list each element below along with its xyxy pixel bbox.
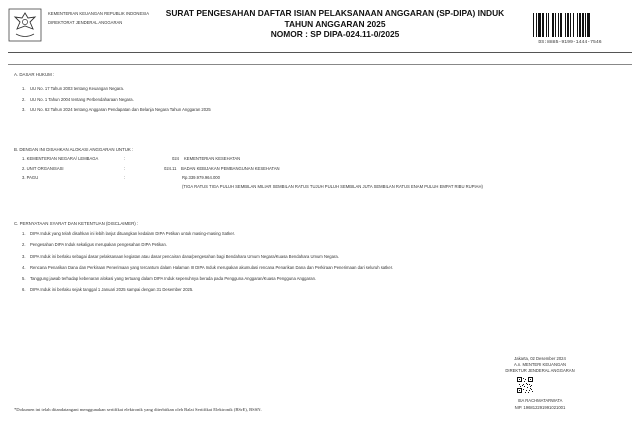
allocation-value: KEMENTERIAN KESEHATAN <box>184 156 241 161</box>
section-b-heading: B. DENGAN INI DISAHKAN ALOKASI ANGGARAN UNTUK : <box>14 147 134 152</box>
allocation-code: 024 <box>172 156 179 161</box>
header-divider-thin <box>8 64 632 65</box>
list-item: 1. UU No. 17 Tahun 2003 tentang Keuangan Negara. <box>22 86 124 91</box>
allocation-label: 1. KEMENTERIAN NEGARA/ LEMBAGA <box>22 156 99 161</box>
allocation-colon: : <box>124 166 126 171</box>
pagu-in-words: (TIGA RATUS TIGA PULUH SEMBILAN MILIAR SEMBILAN RATUS TUJUH PULUH SEMBILAN JUTA SEMBILAN RATUS ENAM PULUH EMPAT RIBU RUPIAH) <box>182 184 483 189</box>
list-item: 4. Rencana Penarikan Dana dan Perkiraan Penerimaan yang tercantum dalam Halaman III DIPA Induk merupakan akumulasi rencana Penarikan Dana dan Perkiraan Penerimaan dari seluruh satker. <box>22 265 394 270</box>
list-item: 1. DIPA Induk yang telah disahkan ini lebih lanjut dituangkan kedalam DIPA Petikan untuk masing-masing Satker. <box>22 231 235 236</box>
ministry-name: KEMENTERIAN KEUANGAN REPUBLIK INDONESIA <box>48 11 149 16</box>
footnote: *Dokumen ini telah ditandatangani menggunakan sertifikat elektronik yang diterbitkan oleh Balai Sertifikat Elektronik (BSrE), BSSN. <box>14 407 262 412</box>
allocation-label: 2. UNIT ORGANISASI <box>22 166 64 171</box>
list-item: 2. UU No. 1 Tahun 2004 tentang Perbendaharaan Negara. <box>22 97 134 102</box>
list-item: 3. DIPA Induk ini berlaku sebagai dasar pelaksanaan kegiatan atau dasar pencairan dana/pengesahan bagi Bendahara Umum Negara/Kuasa Bendahara Umum Negara. <box>22 254 339 259</box>
list-item: 6. DIPA Induk ini berlaku sejak tanggal 1 Januari 2025 sampai dengan 31 Desember 2025. <box>22 287 194 292</box>
title-line-3: NOMOR : SP DIPA-024.11-0/2025 <box>270 29 400 39</box>
allocation-label: 3. PAGU <box>22 175 39 180</box>
allocation-value: BADAN KEBIJAKAN PEMBANGUNAN KESEHATAN <box>181 166 280 171</box>
list-item: 2. Pengesahan DIPA Induk sekaligus merupakan pengesahan DIPA Petikan. <box>22 242 167 247</box>
signature-position: DIREKTUR JENDERAL ANGGARAN <box>505 368 575 373</box>
signatory-nip: NIP. 196812291991021001 <box>514 405 566 410</box>
ministry-label <box>48 9 149 27</box>
allocation-colon: : <box>124 175 126 180</box>
garuda-emblem-icon <box>8 8 42 42</box>
signature-place-date: Jakarta, 02 Desember 2024 <box>514 356 566 361</box>
section-a-heading: A. DASAR HUKUM : <box>14 72 55 77</box>
section-c-heading: C. PERNYATAAN SYARAT DAN KETENTUAN (DISCLAIMER) : <box>14 221 139 226</box>
title-line-1: SURAT PENGESAHAN DAFTAR ISIAN PELAKSANAAN ANGGARAN (SP-DIPA) INDUK <box>165 8 505 18</box>
qr-code-icon <box>517 377 533 393</box>
document-title <box>150 8 520 40</box>
title-line-2: TAHUN ANGGARAN 2025 <box>284 18 386 29</box>
allocation-code: 024.11 <box>164 166 177 171</box>
directorate-name: DIREKTORAT JENDERAL ANGGARAN <box>48 20 123 25</box>
barcode-icon <box>533 13 607 37</box>
list-item: 5. Tanggung jawab terhadap kebenaran alokasi yang tertuang dalam DIPA Induk sepenuhnya berada pada Pengguna Anggaran/Kuasa Pengguna Anggaran. <box>22 276 317 281</box>
signature-authority: A.n. MENTERI KEUANGAN <box>513 362 567 367</box>
list-item: 3. UU No. 62 Tahun 2024 tentang Anggaran Pendapatan dan Belanja Negara Tahun Anggaran 2025 <box>22 107 211 112</box>
header-divider <box>8 52 632 53</box>
allocation-colon: : <box>124 156 126 161</box>
signatory-name: ISA RACHMATARWATA <box>517 398 563 403</box>
barcode-number: DS:8885-9199-1444-7546 <box>538 40 602 45</box>
pagu-amount: Rp.339.979.964.000 <box>182 175 220 180</box>
